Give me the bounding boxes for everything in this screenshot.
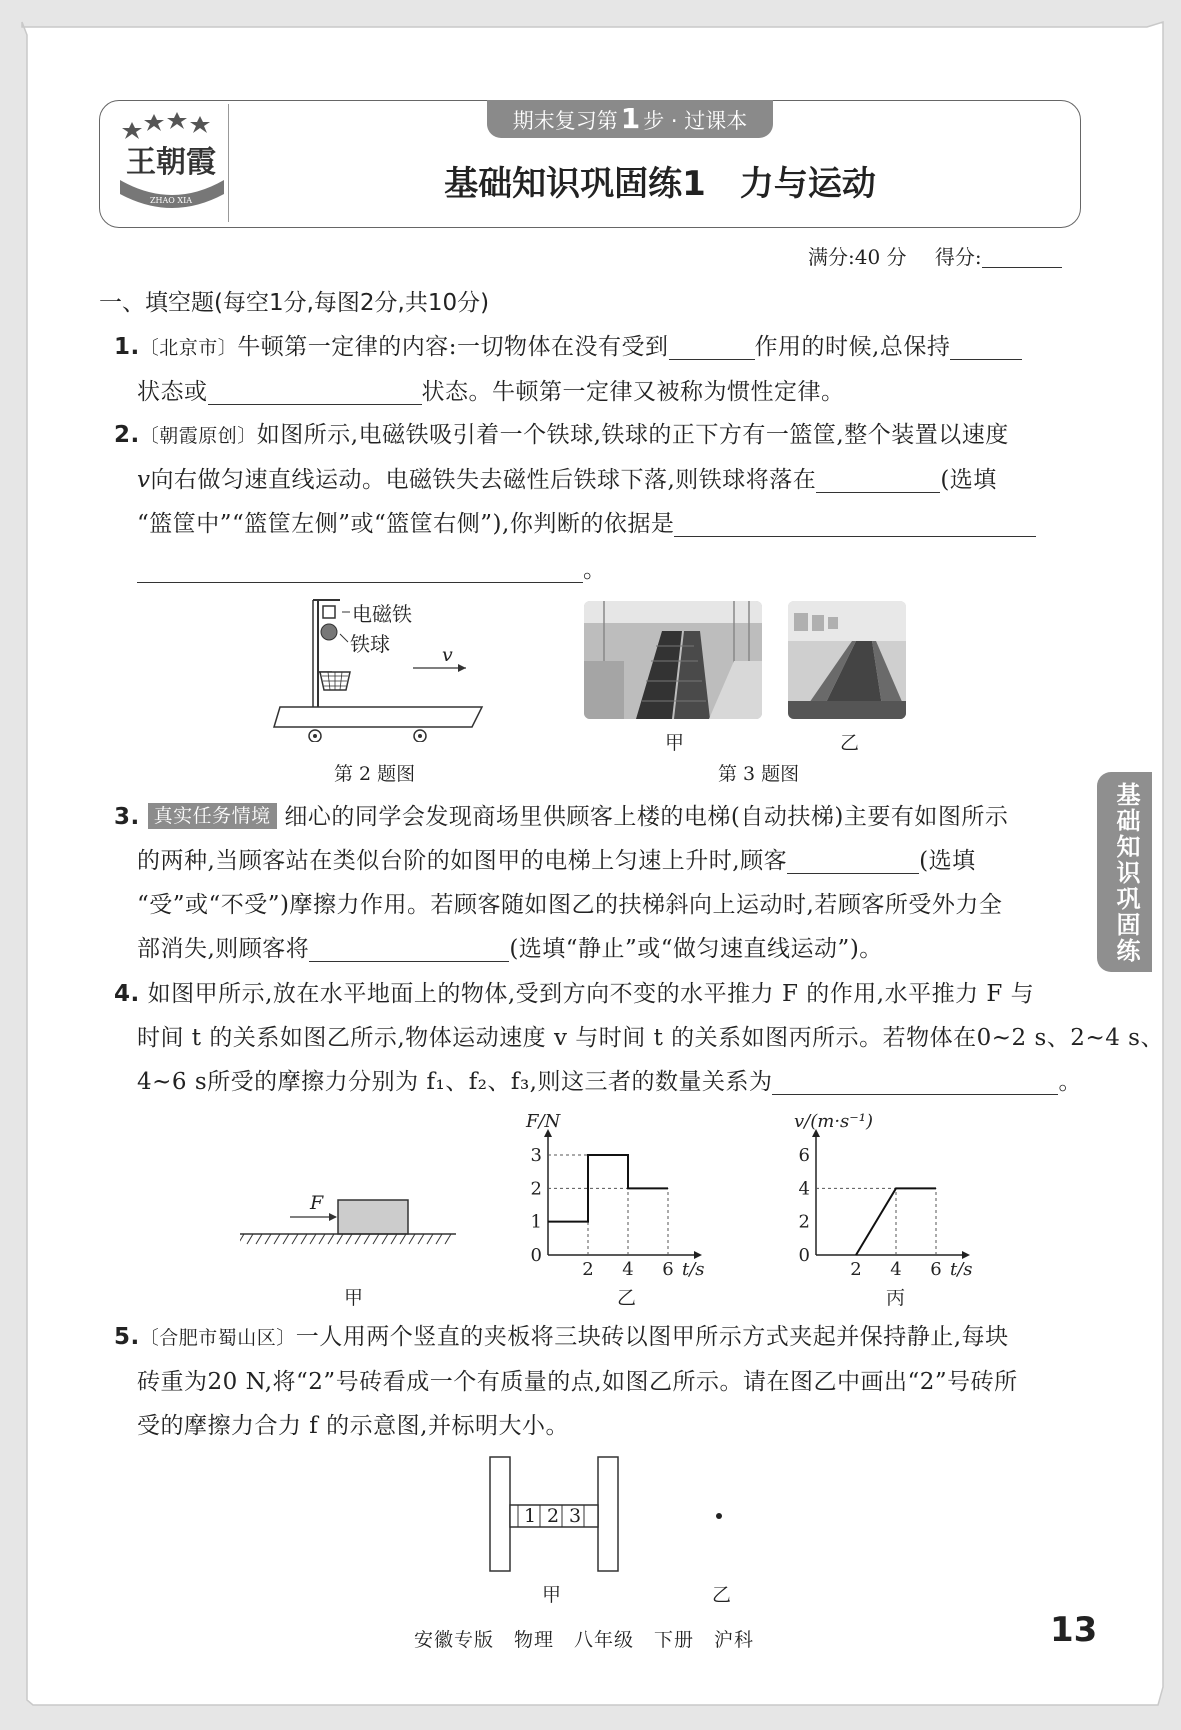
step-prefix: 期末复习第 bbox=[512, 109, 618, 133]
right-board bbox=[598, 1457, 618, 1571]
x-axis-arrow bbox=[962, 1251, 970, 1259]
brick-1-label: 1 bbox=[524, 1505, 537, 1527]
q1-text-c: 状态或 bbox=[137, 379, 208, 405]
step-ribbon bbox=[487, 100, 773, 138]
q1-text-a: 牛顿第一定律的内容:一切物体在没有受到 bbox=[237, 334, 669, 360]
x-tick-label: 4 bbox=[890, 1259, 902, 1280]
x-axis-label: t/s bbox=[682, 1259, 705, 1280]
q5-number: 5. bbox=[114, 1324, 140, 1350]
step-suffix: 步 · 过课本 bbox=[643, 109, 748, 133]
q2-text-c: (选填 bbox=[940, 467, 997, 493]
q2-text-b: 向右做匀速直线运动。电磁铁失去磁性后铁球下落,则铁球将落在 bbox=[150, 467, 817, 493]
y-tick-label: 4 bbox=[798, 1178, 810, 1200]
fig3-caption: 第 3 题图 bbox=[718, 763, 800, 785]
y-axis-label: v/(m·s⁻¹) bbox=[794, 1111, 874, 1132]
question-2 bbox=[114, 413, 1036, 592]
q3-text-f: (选填“静止”或“做匀速直线运动”)。 bbox=[509, 936, 883, 962]
fig4-label-c: 丙 bbox=[886, 1287, 906, 1309]
q2-text-d: “篮筐中”“篮筐左侧”或“篮筐右侧”),你判断的依据是 bbox=[137, 511, 675, 537]
question-5 bbox=[114, 1315, 1018, 1448]
q1-text-d: 状态。牛顿第一定律又被称为惯性定律。 bbox=[421, 379, 845, 405]
full-score: 满分:40 分 bbox=[808, 245, 907, 269]
q5-source: 〔合肥市蜀山区〕 bbox=[139, 1327, 296, 1349]
y-tick-label: 1 bbox=[530, 1211, 542, 1233]
q4-blank[interactable] bbox=[772, 1066, 1058, 1095]
cart-platform bbox=[274, 707, 482, 727]
q3-text-a: 细心的同学会发现商场里供顾客上楼的电梯(自动扶梯)主要有如图所示 bbox=[284, 804, 1009, 830]
q1-blank-3[interactable] bbox=[208, 376, 422, 405]
brand-logo bbox=[112, 110, 230, 216]
q1-number: 1. bbox=[114, 334, 140, 360]
footer-text: 安徽专版 物理 八年级 下册 沪科 bbox=[414, 1629, 755, 1651]
fig2-ball-label: 铁球 bbox=[350, 632, 390, 656]
y-tick-label: 6 bbox=[798, 1145, 810, 1166]
y-axis-label: F/N bbox=[526, 1111, 561, 1132]
y-tick-label: 3 bbox=[530, 1145, 542, 1166]
q4-text-b: 时间 t 的关系如图乙所示,物体运动速度 v 与时间 t 的关系如图丙所示。若物体在0~2 s、2~4 s、 bbox=[137, 1025, 1164, 1051]
q2-blank-2[interactable] bbox=[674, 508, 1036, 537]
left-board bbox=[490, 1457, 510, 1571]
q2-source: 〔朝霞原创〕 bbox=[139, 425, 257, 447]
q3-blank-1[interactable] bbox=[787, 845, 919, 874]
question-1 bbox=[114, 325, 1022, 414]
q2-text-a: 如图所示,电磁铁吸引着一个铁球,铁球的正下方有一篮筐,整个装置以速度 bbox=[256, 422, 1009, 448]
score-line bbox=[808, 242, 1062, 272]
brick-2-point[interactable] bbox=[716, 1513, 722, 1519]
fig5-label-a: 甲 bbox=[542, 1584, 562, 1606]
y-tick-label: 0 bbox=[798, 1245, 810, 1266]
q3-text-e: 部消失,则顾客将 bbox=[137, 936, 310, 962]
force-time-chart bbox=[522, 1110, 722, 1285]
q4-text-c: 4~6 s所受的摩擦力分别为 f₁、f₂、f₃,则这三者的数量关系为 bbox=[137, 1069, 773, 1095]
step-number: 1 bbox=[620, 102, 641, 135]
x-tick-label: 2 bbox=[582, 1259, 594, 1280]
brick-3-label: 3 bbox=[569, 1505, 582, 1527]
fig5-label-b: 乙 bbox=[712, 1584, 732, 1606]
fig2-caption: 第 2 题图 bbox=[334, 763, 416, 785]
q3-text-d: “受”或“不受”)摩擦力作用。若顾客随如图乙的扶梯斜向上运动时,若顾客所受外力全 bbox=[137, 892, 1003, 918]
y-tick-label: 2 bbox=[530, 1178, 542, 1200]
q4-number: 4. bbox=[114, 981, 140, 1007]
q5-text-b: 砖重为20 N,将“2”号砖看成一个有质量的点,如图乙所示。请在图乙中画出“2”号砖所 bbox=[137, 1369, 1018, 1395]
q2-blank-1[interactable] bbox=[816, 464, 940, 493]
fig4-label-b: 乙 bbox=[617, 1287, 637, 1309]
q4-text-d: 。 bbox=[1058, 1069, 1082, 1095]
page-number: 13 bbox=[1050, 1610, 1098, 1650]
q2-var-v: v bbox=[137, 467, 151, 493]
q3-text-c: (选填 bbox=[919, 848, 976, 874]
fig4-label-a: 甲 bbox=[344, 1287, 364, 1309]
x-tick-label: 4 bbox=[622, 1259, 634, 1280]
figure-4-block bbox=[240, 1190, 460, 1250]
fig2-v-label: v bbox=[442, 644, 453, 666]
electromagnet bbox=[323, 606, 335, 618]
y-tick-label: 2 bbox=[798, 1211, 810, 1233]
iron-ball bbox=[321, 624, 337, 640]
q2-text-e: 。 bbox=[583, 557, 607, 583]
q3-text-b: 的两种,当顾客站在类似台阶的如图甲的电梯上匀速上升时,顾客 bbox=[137, 848, 788, 874]
q3-tag: 真实任务情境 bbox=[148, 803, 277, 829]
q1-blank-1[interactable] bbox=[669, 331, 755, 360]
q1-source: 〔北京市〕 bbox=[139, 337, 238, 359]
q4-text-a: 如图甲所示,放在水平地面上的物体,受到方向不变的水平推力 F 的作用,水平推力 F 与 bbox=[147, 981, 1035, 1007]
escalator-photo-b bbox=[788, 601, 906, 719]
question-4 bbox=[114, 972, 1164, 1104]
fig3-label-a: 甲 bbox=[665, 732, 685, 754]
x-tick-label: 6 bbox=[930, 1259, 942, 1280]
x-tick-label: 2 bbox=[850, 1259, 862, 1280]
q3-blank-2[interactable] bbox=[309, 933, 509, 962]
block bbox=[338, 1200, 408, 1234]
x-axis-label: t/s bbox=[950, 1259, 973, 1280]
q1-blank-2[interactable] bbox=[950, 331, 1022, 360]
fig2-magnet-label: 电磁铁 bbox=[352, 602, 412, 626]
velocity-time-chart bbox=[770, 1110, 990, 1285]
svg-text:王朝霞: 王朝霞 bbox=[126, 145, 216, 180]
svg-text:ZHAO XIA: ZHAO XIA bbox=[149, 196, 193, 205]
q1-text-b: 作用的时候,总保持 bbox=[754, 334, 951, 360]
brick-2-label: 2 bbox=[547, 1505, 560, 1527]
q5-text-a: 一人用两个竖直的夹板将三块砖以图甲所示方式夹起并保持静止,每块 bbox=[295, 1324, 1009, 1350]
section-heading: 一、填空题(每空1分,每图2分,共10分) bbox=[99, 290, 490, 316]
side-tab-label: 基础知识巩固练 bbox=[1112, 782, 1140, 964]
question-3 bbox=[114, 795, 1008, 971]
x-tick-label: 6 bbox=[662, 1259, 674, 1280]
fig3-label-b: 乙 bbox=[840, 732, 860, 754]
q5-text-c: 受的摩擦力合力 f 的示意图,并标明大小。 bbox=[137, 1413, 569, 1439]
score-label: 得分: bbox=[934, 245, 982, 269]
score-blank[interactable] bbox=[982, 243, 1062, 268]
q2-number: 2. bbox=[114, 422, 140, 448]
q3-number: 3. bbox=[114, 804, 140, 830]
q2-blank-3[interactable] bbox=[137, 554, 583, 583]
x-axis-arrow bbox=[694, 1251, 702, 1259]
escalator-photo-a bbox=[584, 601, 762, 719]
side-tab bbox=[1097, 772, 1152, 972]
page-title: 基础知识巩固练1 力与运动 bbox=[444, 164, 876, 204]
y-tick-label: 0 bbox=[530, 1245, 542, 1266]
fig4-F-label: F bbox=[310, 1192, 324, 1214]
